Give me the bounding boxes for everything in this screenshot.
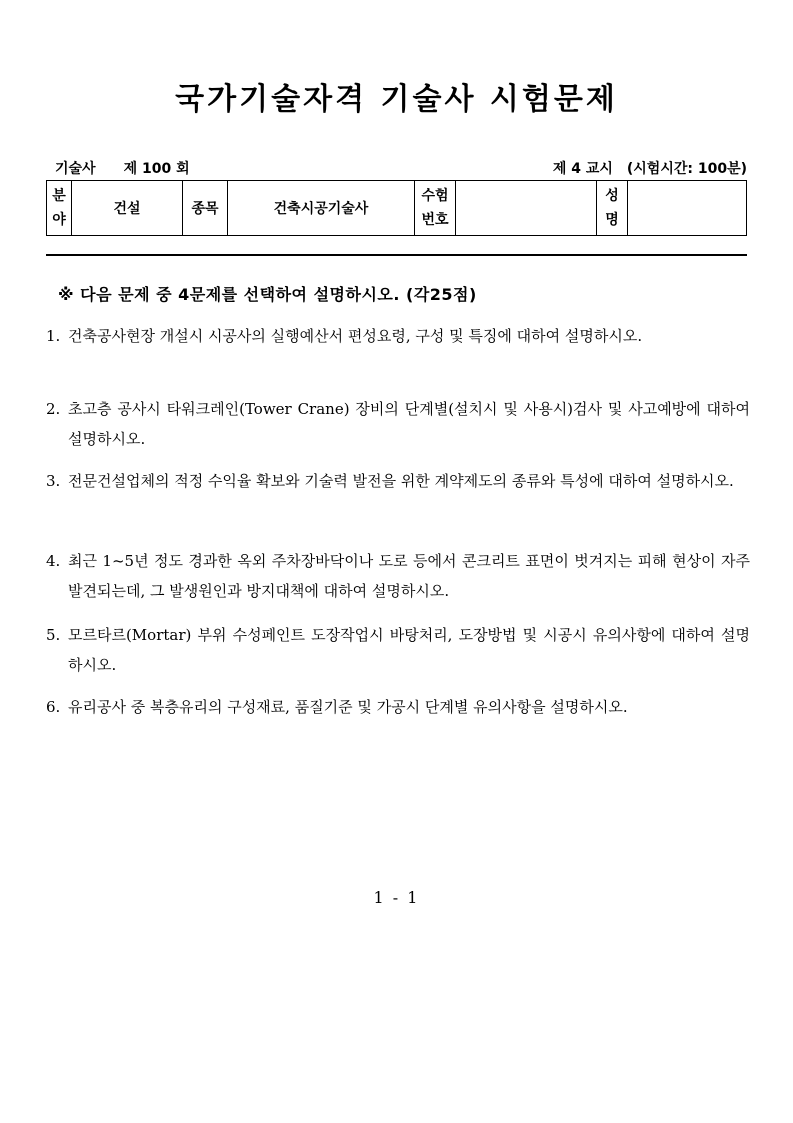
question-text: 유리공사 중 복층유리의 구성재료, 품질기준 및 가공시 단계별 유의사항을 설명하시오. <box>68 698 628 716</box>
question-number: 3. <box>46 472 61 490</box>
header-divider <box>46 254 747 256</box>
name-field[interactable] <box>628 181 747 236</box>
question-item <box>46 546 750 606</box>
question-text: 모르타르(Mortar) 부위 수성페인트 도장작업시 바탕처리, 도장방법 및 시공시 유의사항에 대하여 설명하시오. <box>68 626 750 674</box>
field-value: 건설 <box>72 181 183 236</box>
question-item <box>46 620 750 680</box>
field-label-text: 분 야 <box>52 188 66 228</box>
exam-header-table <box>46 180 747 236</box>
page-title: 국가기술자격 기술사 시험문제 <box>175 82 618 117</box>
question-number: 6. <box>46 698 61 716</box>
question-number: 5. <box>46 626 61 644</box>
question-text: 건축공사현장 개설시 시공사의 실행예산서 편성요령, 구성 및 특징에 대하여 설명하시오. <box>68 327 643 345</box>
instruction: ※ 다음 문제 중 4문제를 선택하여 설명하시오. (각25점) <box>58 285 477 304</box>
question-number: 1. <box>46 327 61 345</box>
exam-info-left <box>55 158 218 178</box>
question-text: 전문건설업체의 적정 수익율 확보와 기술력 발전을 위한 계약제도의 종류와 특성에 대하여 설명하시오. <box>68 472 734 490</box>
exam-number-label <box>415 181 456 236</box>
question-item <box>46 692 750 722</box>
question-item <box>46 321 750 351</box>
question-number: 2. <box>46 400 61 418</box>
type-label: 종목 <box>183 181 228 236</box>
page-number: 1 - 1 <box>373 888 420 907</box>
exam-category: 기술사 <box>55 161 96 177</box>
exam-number-label-text: 수험 번호 <box>421 188 449 228</box>
question-text: 초고층 공사시 타워크레인(Tower Crane) 장비의 단계별(설치시 및 사용시)검사 및 사고예방에 대하여 설명하시오. <box>68 400 750 448</box>
question-number: 4. <box>46 552 61 570</box>
name-label-text: 성 명 <box>605 188 619 228</box>
name-label <box>597 181 628 236</box>
exam-time: (시험시간: 100분) <box>626 161 747 177</box>
exam-info-right <box>539 158 747 178</box>
question-text: 최근 1~5년 정도 경과한 옥외 주차장바닥이나 도로 등에서 콘크리트 표면이 벗겨지는 피해 현상이 자주 발견되는데, 그 발생원인과 방지대책에 대하여 설명하시오. <box>68 552 750 600</box>
exam-session: 제 4 교시 <box>552 161 613 177</box>
exam-number: 제 100 회 <box>123 161 190 177</box>
exam-number-field[interactable] <box>456 181 597 236</box>
type-value: 건축시공기술사 <box>228 181 415 236</box>
field-label <box>47 181 72 236</box>
question-item <box>46 466 750 496</box>
question-item <box>46 394 750 454</box>
